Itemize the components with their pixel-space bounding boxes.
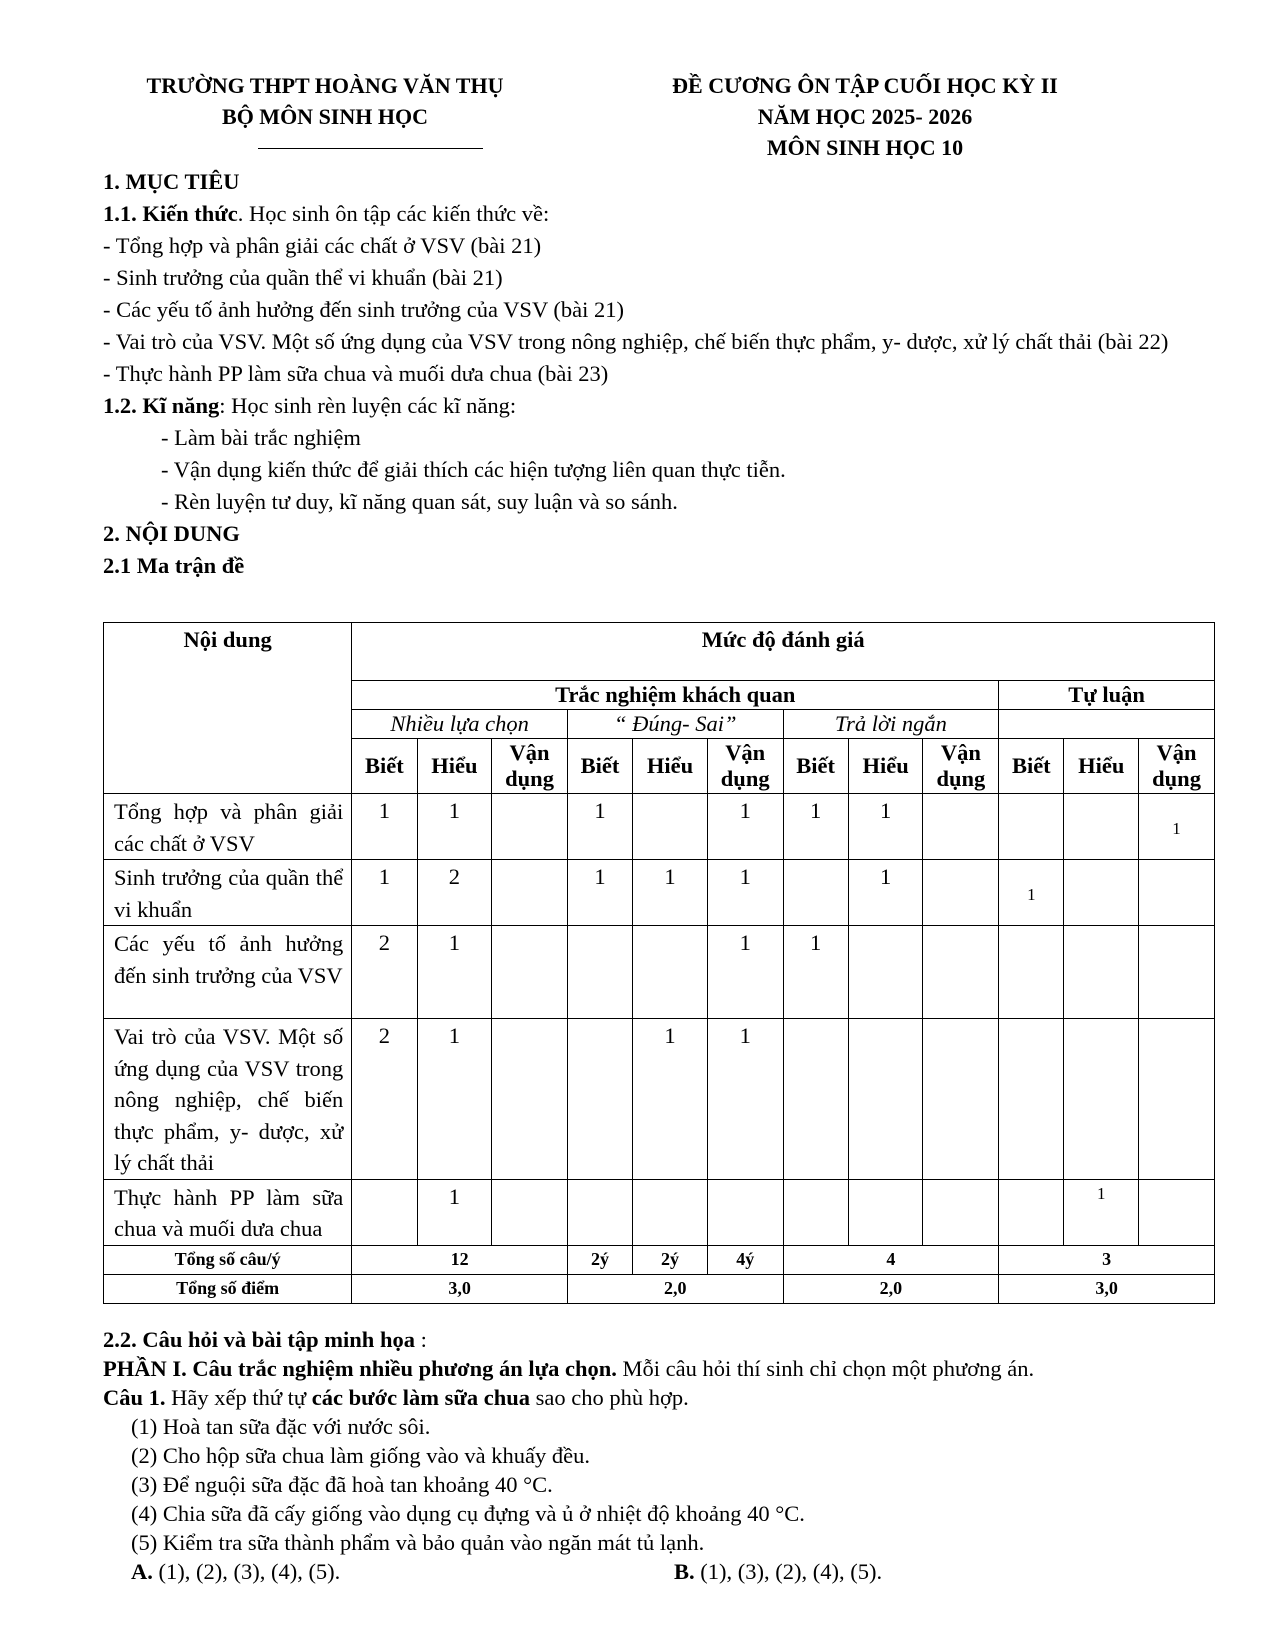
essay-subheader-blank	[999, 710, 1215, 739]
cell	[923, 1019, 999, 1180]
total-mc: 12	[352, 1245, 568, 1274]
part1-instruction: Mỗi câu hỏi thí sinh chỉ chọn một phương án.	[616, 1356, 1035, 1381]
cell: 1	[783, 794, 848, 860]
cell	[783, 860, 848, 926]
cell	[848, 926, 923, 1019]
level-understand: Hiểu	[848, 739, 923, 794]
answer-b-label: B.	[674, 1559, 695, 1584]
level-apply: Vận dụng	[492, 739, 568, 794]
cell	[923, 1179, 999, 1245]
answer-a-text: (1), (2), (3), (4), (5).	[152, 1559, 341, 1584]
row-topic: Tổng hợp và phân giải các chất ở VSV	[104, 794, 352, 860]
cell: 1	[633, 1019, 708, 1180]
points-tf: 2,0	[567, 1274, 783, 1303]
subject-name: MÔN SINH HỌC 10	[766, 135, 964, 160]
school-year: NĂM HỌC 2025- 2026	[757, 104, 973, 129]
level-column-header: Mức độ đánh giá	[352, 623, 1215, 681]
cell	[923, 926, 999, 1019]
level-apply: Vận dụng	[1139, 739, 1215, 794]
cell	[1139, 860, 1215, 926]
school-name: TRƯỜNG THPT HOÀNG VĂN THỤ	[146, 73, 504, 98]
points-short: 2,0	[783, 1274, 999, 1303]
level-know: Biết	[783, 739, 848, 794]
step-item: (4) Chia sữa đã cấy giống vào dụng cụ đựng và ủ ở nhiệt độ khoảng 40 °C.	[131, 1501, 805, 1526]
level-apply: Vận dụng	[923, 739, 999, 794]
school-header	[95, 70, 555, 132]
table-row	[104, 794, 1215, 860]
section-1-heading: 1. MỤC TIÊU	[103, 169, 240, 194]
cell	[923, 794, 999, 860]
questions-section	[103, 1325, 1223, 1586]
cell: 1	[567, 860, 632, 926]
total-questions-label: Tổng số câu/ý	[104, 1245, 352, 1274]
step-item: (1) Hoà tan sữa đặc với nước sôi.	[131, 1414, 431, 1439]
cell	[1064, 926, 1139, 1019]
true-false-subheader: “ Đúng- Sai”	[567, 710, 783, 739]
cell	[633, 794, 708, 860]
skills-line	[103, 390, 1223, 422]
section-2-heading: 2. NỘI DUNG	[103, 521, 240, 546]
multiple-choice-subheader: Nhiều lựa chọn	[352, 710, 568, 739]
level-know: Biết	[999, 739, 1064, 794]
answer-a-label: A.	[131, 1559, 153, 1584]
cell: 1	[848, 794, 923, 860]
cell	[1139, 1019, 1215, 1180]
cell	[848, 1179, 923, 1245]
answer-b	[674, 1557, 882, 1586]
cell: 1	[1064, 1179, 1139, 1245]
cell: 1	[417, 1019, 492, 1180]
cell	[848, 1019, 923, 1180]
knowledge-line	[103, 198, 1223, 230]
skill-item: - Rèn luyện tư duy, kĩ năng quan sát, suy luận và so sánh.	[161, 489, 678, 514]
cell	[923, 860, 999, 926]
part1-line	[103, 1354, 1223, 1383]
cell: 1	[707, 926, 783, 1019]
header-underline	[258, 148, 483, 149]
row-topic: Vai trò của VSV. Một số ứng dụng của VSV trong nông nghiệp, chế biến thực phẩm, y- dược, xử lý chất thải	[104, 1019, 352, 1180]
question-1-text: Hãy xếp thứ tự	[165, 1385, 312, 1410]
cell: 1	[848, 860, 923, 926]
cell	[999, 1019, 1064, 1180]
cell: 1	[417, 1179, 492, 1245]
level-apply: Vận dụng	[707, 739, 783, 794]
knowledge-label: 1.1. Kiến thức	[103, 201, 238, 226]
cell	[999, 1179, 1064, 1245]
cell	[567, 926, 632, 1019]
questions-heading: 2.2. Câu hỏi và bài tập minh họa	[103, 1327, 415, 1352]
level-understand: Hiểu	[1064, 739, 1139, 794]
step-item: (5) Kiểm tra sữa thành phẩm và bảo quản vào ngăn mát tủ lạnh.	[131, 1530, 705, 1555]
question-1-text-end: sao cho phù hợp.	[529, 1385, 689, 1410]
exam-matrix-table	[103, 622, 1215, 1304]
cell: 1	[1139, 794, 1215, 860]
cell: 1	[352, 860, 417, 926]
questions-heading-line	[103, 1325, 1223, 1354]
total-tf-2: 2ý	[633, 1245, 708, 1274]
cell	[567, 1179, 632, 1245]
cell	[352, 1179, 417, 1245]
cell: 1	[707, 794, 783, 860]
cell: 1	[783, 926, 848, 1019]
cell	[999, 926, 1064, 1019]
total-points-label: Tổng số điểm	[104, 1274, 352, 1303]
cell: 2	[352, 1019, 417, 1180]
skills-intro: : Học sinh rèn luyện các kĩ năng:	[219, 393, 517, 418]
total-essay: 3	[999, 1245, 1215, 1274]
row-topic: Sinh trưởng của quần thể vi khuẩn	[104, 860, 352, 926]
cell	[707, 1179, 783, 1245]
question-1-emphasis: các bước làm sữa chua	[311, 1385, 530, 1410]
total-tf-1: 2ý	[567, 1245, 632, 1274]
knowledge-item: - Sinh trưởng của quần thể vi khuẩn (bài 21)	[103, 265, 503, 290]
cell	[1139, 926, 1215, 1019]
cell	[492, 860, 568, 926]
answer-a	[131, 1557, 674, 1586]
cell	[492, 926, 568, 1019]
objective-group-header: Trắc nghiệm khách quan	[352, 681, 999, 710]
answer-b-text: (1), (3), (2), (4), (5).	[694, 1559, 883, 1584]
cell	[1064, 1019, 1139, 1180]
document-header	[615, 70, 1115, 163]
table-row	[104, 926, 1215, 1019]
level-understand: Hiểu	[417, 739, 492, 794]
short-answer-subheader: Trả lời ngắn	[783, 710, 999, 739]
knowledge-item: - Các yếu tố ảnh hưởng đến sinh trưởng của VSV (bài 21)	[103, 297, 625, 322]
knowledge-item: - Thực hành PP làm sữa chua và muối dưa chua (bài 23)	[103, 361, 609, 386]
skill-item: - Làm bài trắc nghiệm	[161, 425, 361, 450]
row-topic: Các yếu tố ảnh hưởng đến sinh trưởng của VSV	[104, 926, 352, 1019]
row-topic: Thực hành PP làm sữa chua và muối dưa chua	[104, 1179, 352, 1245]
cell	[783, 1179, 848, 1245]
total-tf-3: 4ý	[707, 1245, 783, 1274]
answer-options	[103, 1557, 1223, 1586]
objectives-section	[103, 166, 1223, 582]
document-title: ĐỀ CƯƠNG ÔN TẬP CUỐI HỌC KỲ II	[672, 73, 1058, 98]
points-mc: 3,0	[352, 1274, 568, 1303]
cell: 1	[707, 1019, 783, 1180]
cell: 2	[352, 926, 417, 1019]
question-1-label: Câu 1.	[103, 1385, 166, 1410]
cell	[1064, 794, 1139, 860]
total-short: 4	[783, 1245, 999, 1274]
cell: 1	[633, 860, 708, 926]
total-questions-row	[104, 1245, 1215, 1274]
cell	[999, 794, 1064, 860]
cell	[492, 1019, 568, 1180]
cell	[567, 1019, 632, 1180]
skill-item: - Vận dụng kiến thức để giải thích các hiện tượng liên quan thực tiễn.	[161, 457, 786, 482]
knowledge-item: - Tổng hợp và phân giải các chất ở VSV (bài 21)	[103, 233, 542, 258]
table-row	[104, 1019, 1215, 1180]
cell	[633, 926, 708, 1019]
matrix-heading: 2.1 Ma trận đề	[103, 553, 245, 578]
cell	[492, 1179, 568, 1245]
content-column-header: Nội dung	[104, 623, 352, 794]
knowledge-item: - Vai trò của VSV. Một số ứng dụng của VSV trong nông nghiệp, chế biến thực phẩm, y- dược, xử lý chất thải (bài 22)	[103, 329, 1169, 354]
level-know: Biết	[567, 739, 632, 794]
skills-label: 1.2. Kĩ năng	[103, 393, 220, 418]
total-points-row	[104, 1274, 1215, 1303]
question-1	[103, 1383, 1223, 1412]
level-know: Biết	[352, 739, 417, 794]
cell: 1	[352, 794, 417, 860]
cell: 1	[999, 860, 1064, 926]
cell	[633, 1179, 708, 1245]
cell	[1139, 1179, 1215, 1245]
department-name: BỘ MÔN SINH HỌC	[222, 104, 428, 129]
cell: 1	[707, 860, 783, 926]
table-row	[104, 1179, 1215, 1245]
level-understand: Hiểu	[633, 739, 708, 794]
part1-title: PHẦN I. Câu trắc nghiệm nhiều phương án lựa chọn.	[103, 1356, 617, 1381]
cell: 1	[417, 794, 492, 860]
table-row	[104, 860, 1215, 926]
cell: 1	[417, 926, 492, 1019]
cell: 2	[417, 860, 492, 926]
cell	[492, 794, 568, 860]
cell	[783, 1019, 848, 1180]
points-essay: 3,0	[999, 1274, 1215, 1303]
essay-group-header: Tự luận	[999, 681, 1215, 710]
step-item: (3) Để nguội sữa đặc đã hoà tan khoảng 40 °C.	[131, 1472, 553, 1497]
questions-heading-tail: :	[414, 1327, 427, 1352]
cell: 1	[567, 794, 632, 860]
step-item: (2) Cho hộp sữa chua làm giống vào và khuấy đều.	[131, 1443, 590, 1468]
knowledge-intro: . Học sinh ôn tập các kiến thức về:	[237, 201, 550, 226]
cell	[1064, 860, 1139, 926]
